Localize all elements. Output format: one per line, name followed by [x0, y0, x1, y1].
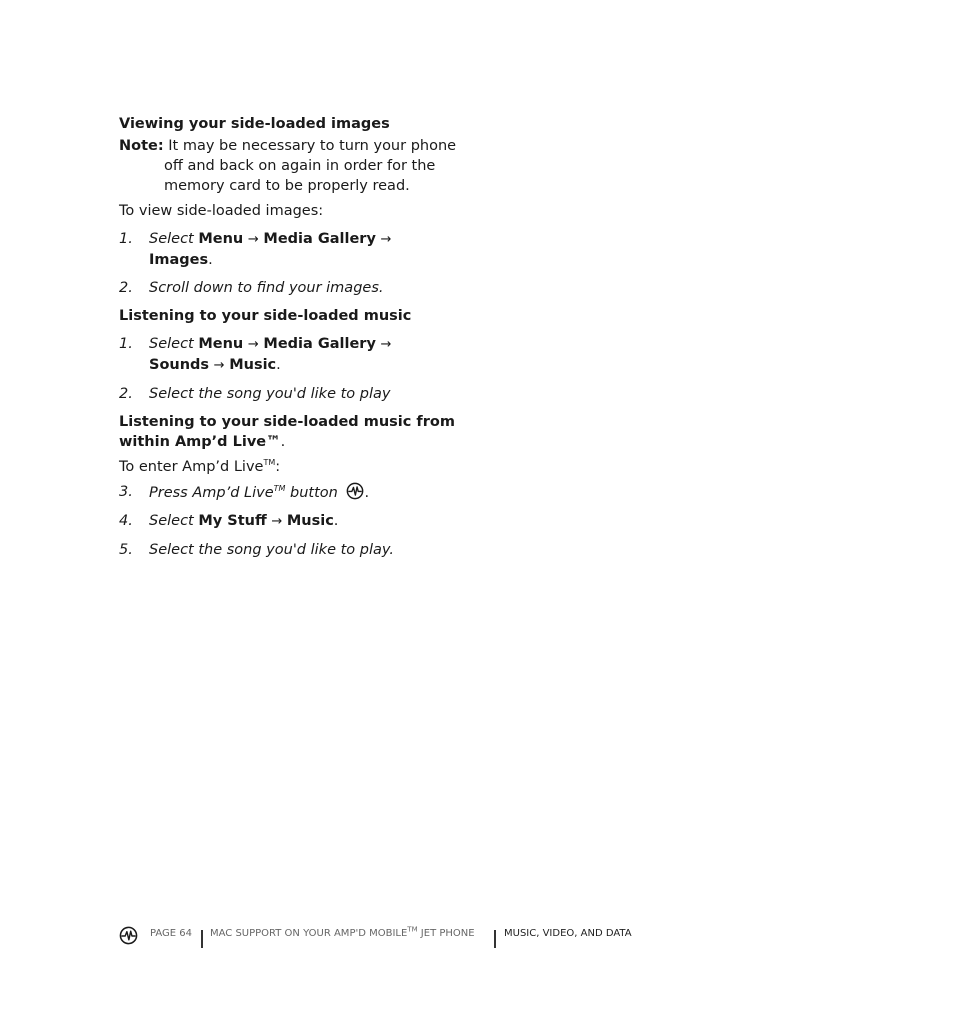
step-verb: Select	[149, 336, 199, 352]
step-text: Press Amp’d Live	[149, 485, 274, 501]
note-text: It may be necessary to turn your phone off and back on again in order for the memory card to be properly read.	[163, 138, 457, 194]
images-intro: To view side-loaded images:	[119, 203, 324, 219]
step-number: 5.	[119, 542, 133, 558]
page-number: PAGE 64	[150, 928, 193, 939]
ampd-live-button-icon	[346, 482, 364, 500]
step-number: 4.	[119, 513, 133, 529]
heading-text: Listening to your side-loaded music from within Amp’d Live™	[119, 414, 455, 450]
media-gallery-label: Media Gallery	[263, 336, 376, 352]
step-period: .	[276, 357, 281, 373]
music-label: Music	[286, 513, 334, 529]
step-number: 2.	[119, 386, 133, 402]
arrow-icon: →	[213, 358, 225, 373]
heading-ampd-live	[119, 412, 459, 452]
step-number: 2.	[119, 280, 133, 296]
heading-viewing-images: Viewing your side-loaded images	[119, 116, 390, 132]
arrow-icon: →	[247, 232, 259, 247]
ampd-logo-icon	[119, 926, 138, 945]
arrow-icon: →	[271, 514, 283, 529]
step-number: 1.	[119, 231, 133, 247]
my-stuff-label: My Stuff	[198, 513, 267, 529]
menu-label: Menu	[198, 336, 244, 352]
footer-divider	[494, 930, 496, 948]
music-label: Music	[229, 357, 277, 373]
images-step-2	[119, 278, 459, 298]
step-verb: Select	[149, 513, 199, 529]
document-body	[119, 114, 459, 560]
ampd-intro-text: To enter Amp’d Live	[119, 459, 264, 475]
images-step-1	[119, 229, 459, 270]
step-text: Select the song you'd like to play	[149, 386, 391, 402]
images-label: Images	[149, 252, 209, 268]
step-text-button: button	[285, 485, 343, 501]
music-step-1	[119, 334, 459, 376]
menu-label: Menu	[198, 231, 244, 247]
arrow-icon: →	[380, 337, 392, 352]
trademark: TM	[273, 484, 286, 494]
trademark: TM	[407, 925, 418, 934]
step-verb: Select	[149, 231, 199, 247]
heading-period: .	[280, 434, 286, 450]
step-text: Select the song you'd like to play.	[149, 542, 394, 558]
note-paragraph	[119, 136, 459, 196]
arrow-icon: →	[247, 337, 259, 352]
ampd-step-3	[119, 482, 459, 503]
step-period: .	[208, 252, 213, 268]
step-period: .	[364, 485, 370, 501]
note-label: Note:	[119, 138, 164, 154]
ampd-intro-colon: :	[275, 459, 281, 475]
footer-section: MUSIC, VIDEO, AND DATA	[504, 928, 632, 939]
arrow-icon: →	[380, 232, 392, 247]
ampd-step-4	[119, 511, 459, 532]
footer-divider	[201, 930, 203, 948]
ampd-step-5	[119, 540, 459, 560]
step-number: 3.	[119, 484, 133, 500]
footer-title-text: MAC SUPPORT ON YOUR AMP'D MOBILE	[210, 928, 408, 939]
music-step-2	[119, 384, 459, 404]
ampd-intro	[119, 457, 459, 477]
footer-title	[210, 925, 475, 939]
trademark: TM	[263, 458, 276, 468]
step-number: 1.	[119, 336, 133, 352]
heading-listening-music: Listening to your side-loaded music	[119, 308, 412, 324]
footer-title-end: JET PHONE	[417, 928, 475, 939]
step-text: Scroll down to find your images.	[149, 280, 384, 296]
sounds-label: Sounds	[149, 357, 210, 373]
media-gallery-label: Media Gallery	[263, 231, 376, 247]
step-period: .	[333, 513, 339, 529]
